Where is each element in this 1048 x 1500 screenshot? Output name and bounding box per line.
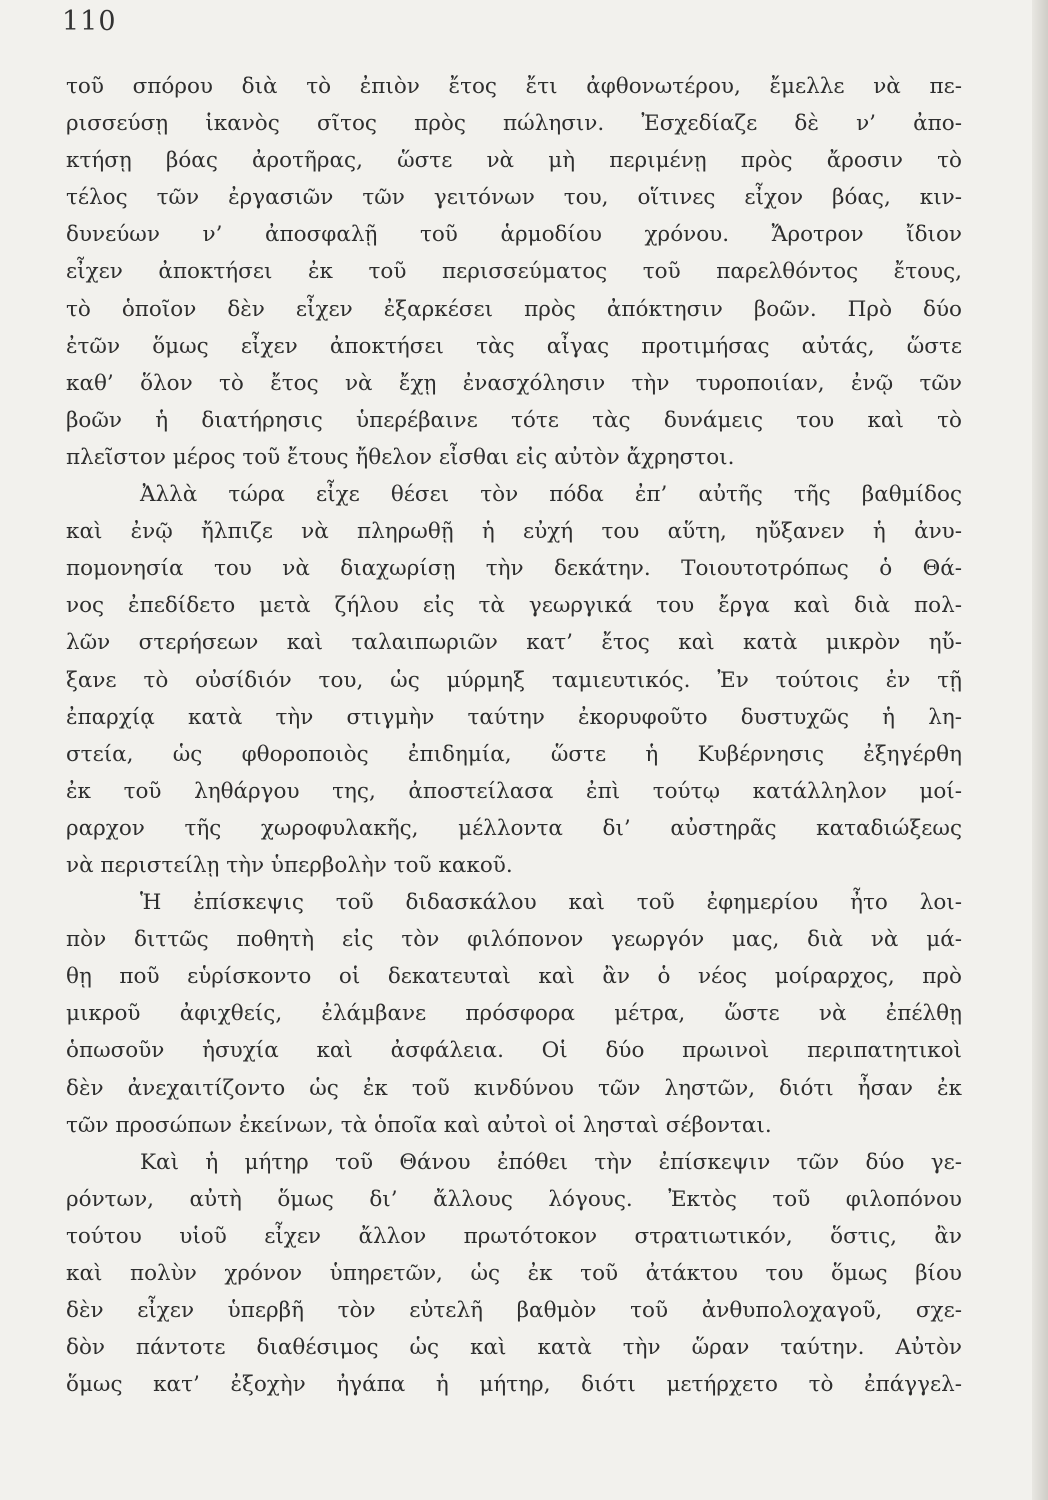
text-line: ὅμως κατ’ ἐξοχὴν ἠγάπα ἡ μήτηρ, διότι μετήρχετο τὸ ἐπάγγελ-	[66, 1372, 962, 1398]
text-line: καὶ ἐνῷ ἤλπιζε νὰ πληρωθῇ ἡ εὐχή του αὕτη, ηὔξανεν ἡ ἀνυ-	[66, 519, 962, 545]
text-line: δὸν πάντοτε διαθέσιμος ὡς καὶ κατὰ τὴν ὥραν ταύτην. Αὐτὸν	[66, 1335, 962, 1361]
text-line: εἶχεν ἀποκτήσει ἐκ τοῦ περισσεύματος τοῦ παρελθόντος ἔτους,	[66, 259, 962, 285]
text-line: πλεῖστον μέρος τοῦ ἔτους ἤθελον εἶσθαι εἰς αὐτὸν ἄχρηστοι.	[66, 444, 735, 470]
text-line: ἐπαρχίᾳ κατὰ τὴν στιγμὴν ταύτην ἐκορυφοῦτο δυστυχῶς ἡ λη-	[66, 704, 962, 730]
text-line: ἐτῶν ὅμως εἶχεν ἀποκτήσει τὰς αἶγας προτιμήσας αὐτάς, ὥστε	[66, 333, 962, 359]
text-line: τοῦ σπόρου διὰ τὸ ἐπιὸν ἔτος ἔτι ἀφθονωτέρου, ἔμελλε νὰ πε-	[66, 74, 962, 99]
text-line: ἐκ τοῦ ληθάργου της, ἀποστείλασα ἐπὶ τούτῳ κατάλληλον μοί-	[66, 778, 962, 804]
text-line: καὶ πολὺν χρόνον ὑπηρετῶν, ὡς ἐκ τοῦ ἀτάκτου του ὅμως βίου	[66, 1261, 962, 1286]
text-line: βοῶν ἡ διατήρησις ὑπερέβαινε τότε τὰς δυνάμεις του καὶ τὸ	[66, 407, 962, 433]
text-line: νὰ περιστείλῃ τὴν ὑπερβολὴν τοῦ κακοῦ.	[66, 852, 513, 878]
text-line: λῶν στερήσεων καὶ ταλαιπωριῶν κατ’ ἔτος καὶ κατὰ μικρὸν ηὔ-	[66, 630, 962, 656]
text-line: δὲν ἀνεχαιτίζοντο ὡς ἐκ τοῦ κινδύνου τῶν ληστῶν, διότι ἦσαν ἐκ	[66, 1075, 962, 1101]
text-line: ξανε τὸ οὐσίδιόν του, ὡς μύρμηξ ταμιευτικός. Ἐν τούτοις ἐν τῇ	[66, 667, 962, 693]
text-line: ρισσεύσῃ ἱκανὸς σῖτος πρὸς πώλησιν. Ἐσχεδίαζε δὲ ν’ ἀπο-	[66, 111, 962, 137]
text-line: τέλος τῶν ἐργασιῶν τῶν γειτόνων του, οἵτινες εἶχον βόας, κιν-	[66, 185, 962, 211]
text-line: πομονησία του νὰ διαχωρίσῃ τὴν δεκάτην. Τοιουτοτρόπως ὁ Θά-	[66, 556, 962, 582]
text-line: ραρχον τῆς χωροφυλακῆς, μέλλοντα δι’ αὐστηρᾶς καταδιώξεως	[66, 815, 962, 841]
text-line: νος ἐπεδίδετο μετὰ ζήλου εἰς τὰ γεωργικά του ἔργα καὶ διὰ πολ-	[66, 593, 962, 619]
text-line: ρόντων, αὐτὴ ὅμως δι’ ἄλλους λόγους. Ἐκτὸς τοῦ φιλοπόνου	[66, 1186, 962, 1212]
text-line: τῶν προσώπων ἐκείνων, τὰ ὁποῖα καὶ αὐτοὶ οἱ λησταὶ σέβονται.	[66, 1112, 772, 1138]
paragraph-start-line: Καὶ ἡ μήτηρ τοῦ Θάνου ἐπόθει τὴν ἐπίσκεψιν τῶν δύο γε-	[140, 1149, 962, 1175]
text-line: τούτου υἱοῦ εἶχεν ἄλλον πρωτότοκον στρατιωτικόν, ὅστις, ἂν	[66, 1223, 962, 1249]
text-line: στεία, ὡς φθοροποιὸς ἐπιδημία, ὥστε ἡ Κυβέρνησις ἐξηγέρθη	[66, 741, 962, 767]
paragraph-start-line: Ἀλλὰ τώρα εἶχε θέσει τὸν πόδα ἐπ’ αὐτῆς τῆς βαθμίδος	[140, 482, 962, 508]
text-line: ὁπωσοῦν ἡσυχία καὶ ἀσφάλεια. Οἱ δύο πρωινοὶ περιπατητικοὶ	[66, 1038, 962, 1064]
text-line: δὲν εἶχεν ὑπερβῆ τὸν εὐτελῆ βαθμὸν τοῦ ἀνθυπολοχαγοῦ, σχε-	[66, 1298, 962, 1324]
page-edge-shadow	[1032, 0, 1048, 1500]
body-text	[66, 68, 962, 1403]
text-line: τὸ ὁποῖον δὲν εἶχεν ἐξαρκέσει πρὸς ἀπόκτησιν βοῶν. Πρὸ δύο	[66, 296, 962, 322]
text-line: μικροῦ ἀφιχθείς, ἐλάμβανε πρόσφορα μέτρα, ὥστε νὰ ἐπέλθῃ	[66, 1001, 962, 1027]
text-line: κτήσῃ βόας ἀροτῆρας, ὥστε νὰ μὴ περιμένῃ πρὸς ἄροσιν τὸ	[66, 148, 962, 174]
page-number: 110	[62, 6, 117, 37]
text-line: καθ’ ὅλον τὸ ἔτος νὰ ἔχῃ ἐνασχόλησιν τὴν τυροποιίαν, ἐνῷ τῶν	[66, 370, 962, 396]
text-line: πὸν διττῶς ποθητὴ εἰς τὸν φιλόπονον γεωργόν μας, διὰ νὰ μά-	[66, 927, 962, 953]
text-line: θῃ ποῦ εὑρίσκοντο οἱ δεκατευταὶ καὶ ἂν ὁ νέος μοίραρχος, πρὸ	[66, 964, 962, 990]
text-line: δυνεύων ν’ ἀποσφαλῇ τοῦ ἁρμοδίου χρόνου. Ἄροτρον ἴδιον	[66, 222, 962, 248]
paragraph-start-line: Ἡ ἐπίσκεψις τοῦ διδασκάλου καὶ τοῦ ἐφημερίου ἦτο λοι-	[140, 890, 962, 916]
